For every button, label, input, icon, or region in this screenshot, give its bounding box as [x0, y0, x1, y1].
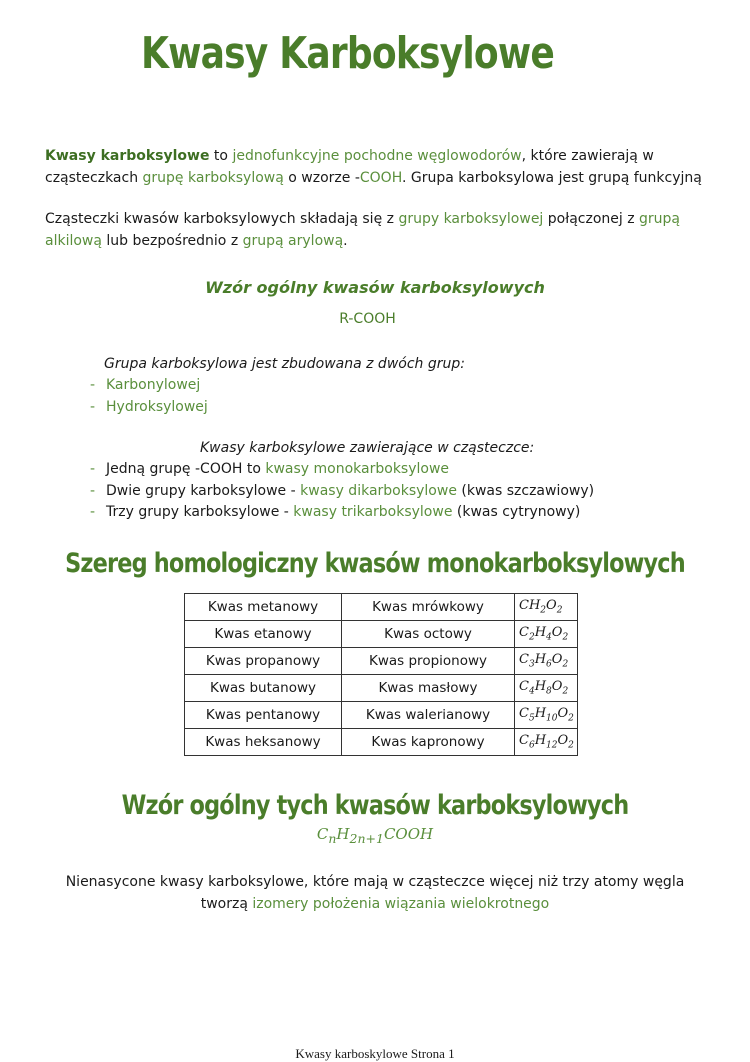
text: Dwie grupy karboksylowe - — [106, 482, 301, 499]
common-name-cell: Kwas kapronowy — [342, 729, 515, 756]
text: . — [343, 233, 348, 249]
common-name-cell: Kwas octowy — [342, 621, 515, 648]
formula-element: O — [551, 679, 563, 695]
formula-subscript: 2 — [540, 605, 547, 616]
general-formula-2 — [0, 825, 750, 846]
formula-cell — [515, 729, 578, 756]
formula-element: H — [534, 706, 547, 722]
text: to — [209, 148, 233, 164]
formula-element: C — [519, 706, 529, 722]
table-row — [185, 648, 578, 675]
text: Trzy grupy karboksylowe - — [106, 504, 294, 520]
common-name-cell: Kwas mrówkowy — [342, 594, 515, 621]
formula-cell — [515, 594, 578, 621]
general-formula: R-COOH — [339, 311, 396, 327]
unsaturated-paragraph — [40, 871, 710, 915]
formula-element: C — [519, 679, 529, 695]
table-row — [185, 594, 578, 621]
highlight: grupę karboksylową — [142, 170, 284, 186]
text: (kwas cytrynowy) — [452, 504, 581, 520]
formula-element: C — [519, 733, 529, 749]
formula-subscript: 5 — [528, 713, 535, 724]
formula-element: H — [534, 625, 547, 641]
text: , które zawierają w cząsteczkach — [45, 148, 654, 186]
list-item — [90, 481, 594, 503]
highlight: kwasy monokarboksylowe — [265, 461, 450, 477]
systematic-name-cell: Kwas propanowy — [185, 648, 342, 675]
systematic-name-cell: Kwas pentanowy — [185, 702, 342, 729]
formula-element: H — [528, 598, 541, 614]
formula-subscript: 4 — [528, 686, 535, 697]
formula-subscript: 12 — [546, 740, 558, 751]
page-title: Kwasy Karboksylowe — [140, 28, 555, 79]
intro-paragraph-1 — [45, 145, 725, 189]
acids-list — [90, 459, 594, 524]
formula-part: C — [316, 825, 329, 843]
formula-subscript: 4 — [546, 632, 552, 643]
text: o wzorze - — [283, 170, 360, 186]
formula-element: H — [534, 652, 547, 668]
formula-subscript: 3 — [528, 659, 535, 670]
formula-subscript: 6 — [528, 740, 535, 751]
groups-heading: Grupa karboksylowa jest zbudowana z dwóch grup: — [104, 356, 465, 372]
formula-subscript: 8 — [546, 686, 552, 697]
formula-sub: 2n+1 — [349, 831, 384, 846]
formula-element: C — [519, 652, 529, 668]
formula-subscript: 2 — [562, 659, 569, 670]
formula-subscript: 2 — [562, 632, 569, 643]
formula-element: O — [557, 733, 569, 749]
general-formula-heading: Wzór ogólny kwasów karboksylowych — [205, 278, 545, 297]
text: . Grupa karboksylowa jest grupą funkcyjną — [402, 170, 702, 186]
systematic-name-cell: Kwas etanowy — [185, 621, 342, 648]
formula-cell — [515, 675, 578, 702]
table-row — [185, 702, 578, 729]
highlight: jednofunkcyjne pochodne węglowodorów — [232, 148, 522, 164]
list-item: - Hydroksylowej — [90, 397, 208, 419]
formula-subscript: 6 — [546, 659, 552, 670]
text: połączonej z — [543, 211, 640, 227]
highlight: izomery położenia wiązania wielokrotnego — [252, 896, 550, 912]
formula-sub: n — [328, 831, 337, 846]
page-footer: Kwasy karboskylowe Strona 1 — [295, 1046, 455, 1061]
homolog-heading: Szereg homologiczny kwasów monokarboksylowych — [65, 548, 685, 579]
formula-subscript: 2 — [562, 686, 569, 697]
text: lub bezpośrednio z — [101, 233, 243, 249]
formula-part: H — [336, 825, 350, 843]
highlight: kwasy dikarboksylowe — [300, 482, 457, 499]
common-name-cell: Kwas walerianowy — [342, 702, 515, 729]
formula-part: COOH — [383, 825, 434, 843]
homolog-table — [184, 593, 578, 756]
common-name-cell: Kwas masłowy — [342, 675, 515, 702]
formula-element: C — [519, 598, 529, 614]
systematic-name-cell: Kwas metanowy — [185, 594, 342, 621]
formula-subscript: 2 — [556, 605, 563, 616]
formula-element: H — [534, 733, 547, 749]
formula-element: O — [551, 625, 563, 641]
highlight: grupą alkilową — [45, 211, 681, 249]
highlight: COOH — [359, 170, 402, 186]
formula-subscript: 2 — [568, 740, 574, 751]
systematic-name-cell: Kwas heksanowy — [185, 729, 342, 756]
intro-paragraph-2 — [45, 208, 725, 252]
common-name-cell: Kwas propionowy — [342, 648, 515, 675]
table-row — [185, 729, 578, 756]
formula-cell — [515, 621, 578, 648]
formula-element: O — [557, 706, 569, 722]
formula-element: O — [546, 598, 557, 614]
formula-cell — [515, 648, 578, 675]
highlight: kwasy trikarboksylowe — [293, 504, 453, 520]
text: (kwas szczawiowy) — [456, 482, 595, 499]
formula-subscript: 2 — [568, 713, 574, 724]
formula-element: O — [551, 652, 563, 668]
table-row — [185, 621, 578, 648]
acids-heading: Kwasy karboksylowe zawierające w cząsteczce: — [200, 440, 535, 456]
text: Cząsteczki kwasów karboksylowych składają się z — [45, 211, 399, 227]
general-formula-2-heading: Wzór ogólny tych kwasów karboksylowych — [121, 790, 629, 821]
formula-element: C — [519, 625, 529, 641]
highlight: grupy karboksylowej — [398, 211, 544, 227]
highlight: grupą arylową — [242, 233, 344, 249]
list-item — [90, 459, 594, 481]
term-kwasy-karboksylowe: Kwasy karboksylowe — [45, 148, 210, 164]
table-row — [185, 675, 578, 702]
formula-cell — [515, 702, 578, 729]
text: Jedną grupę -COOH to — [106, 461, 266, 477]
list-item — [90, 502, 594, 524]
formula-subscript: 2 — [528, 632, 535, 643]
systematic-name-cell: Kwas butanowy — [185, 675, 342, 702]
formula-subscript: 10 — [546, 713, 558, 724]
text: Nienasycone kwasy karboksylowe, które mają w cząsteczce więcej niż trzy atomy węgla tworzą — [65, 874, 685, 912]
list-item: - Karbonylowej — [90, 375, 208, 397]
groups-list — [90, 375, 208, 418]
formula-element: H — [534, 679, 547, 695]
